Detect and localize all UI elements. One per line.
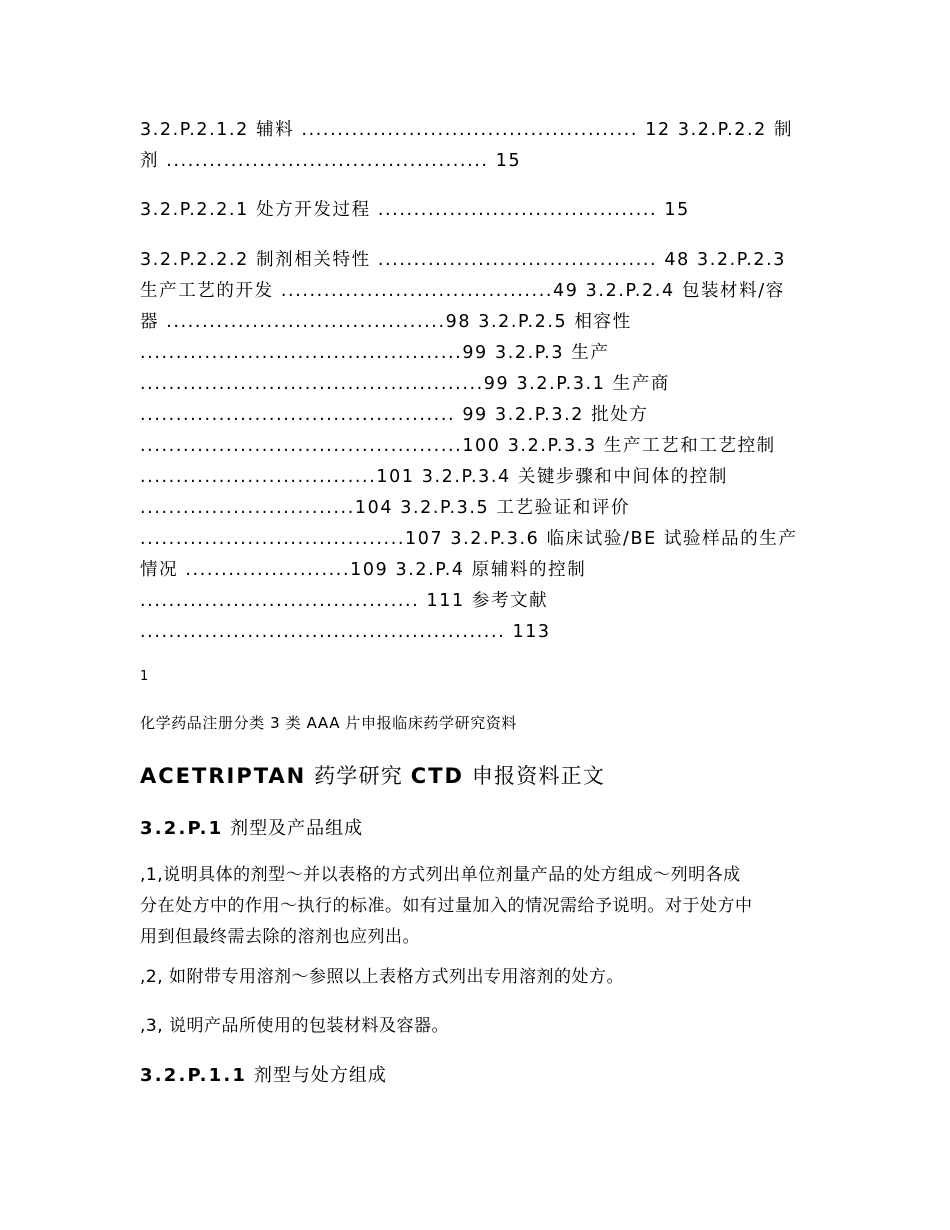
- paragraph-2: ,2, 如附带专用溶剂～参照以上表格方式列出专用溶剂的处方。: [140, 967, 625, 987]
- toc-line: .............................................99 3.2.P.3 生产: [140, 343, 610, 363]
- toc-line: .....................................107 3.2.P.3.6 临床试验/BE 试验样品的生产: [140, 529, 798, 549]
- paragraph-line: ,1,说明具体的剂型～并以表格的方式列出单位剂量产品的处方组成～列明各成: [140, 865, 741, 885]
- paragraph-line: 分在处方中的作用～执行的标准。如有过量加入的情况需给予说明。对于处方中: [140, 896, 753, 916]
- toc-entry-formulation-dev: [140, 195, 830, 226]
- toc-line: 3.2.P.2.1.2 辅料 ............................................... 12 3.2.P.2.2 制: [140, 120, 794, 140]
- section-title: 剂型及产品组成: [223, 818, 364, 839]
- section-heading-3-2-p-1: [140, 814, 363, 840]
- toc-line: .............................................100 3.2.P.3.3 生产工艺和工艺控制: [140, 436, 776, 456]
- toc-line: 剂 ............................................. 15: [140, 151, 522, 171]
- title-mid-text: 药学研究: [306, 764, 411, 788]
- title-suffix: 申报资料正文: [463, 764, 606, 788]
- toc-line: ................................................... 113: [140, 622, 551, 642]
- toc-line: ................................................99 3.2.P.3.1 生产商: [140, 374, 670, 394]
- section-number: 3.2.P.1: [140, 818, 224, 839]
- title-ctd: CTD: [410, 764, 464, 788]
- toc-line: 器 .......................................98 3.2.P.2.5 相容性: [140, 312, 632, 332]
- document-title: [140, 760, 605, 790]
- toc-line: ....................................... 111 参考文献: [140, 591, 549, 611]
- paragraph-3: ,3, 说明产品所使用的包装材料及容器。: [140, 1016, 450, 1036]
- toc-entry-excipients: [140, 115, 830, 177]
- title-product-name: ACETRIPTAN: [140, 764, 307, 788]
- page-number: 1: [140, 669, 149, 684]
- toc-line: .................................101 3.2.P.3.4 关键步骤和中间体的控制: [140, 467, 729, 487]
- toc-line: 3.2.P.2.2.1 处方开发过程 ....................................... 15: [140, 200, 690, 220]
- paragraph-1: [140, 860, 820, 953]
- toc-line: 3.2.P.2.2.2 制剂相关特性 ....................................... 48 3.2.P.2.3: [140, 250, 786, 270]
- section-number: 3.2.P.1.1: [140, 1065, 248, 1086]
- toc-entry-block: [140, 245, 830, 648]
- paragraph-line: 用到但最终需去除的溶剂也应列出。: [140, 927, 420, 947]
- toc-line: ..............................104 3.2.P.3.5 工艺验证和评价: [140, 498, 631, 518]
- section-title: 剂型与处方组成: [247, 1065, 387, 1086]
- running-title: 化学药品注册分类 3 类 AAA 片申报临床药学研究资料: [140, 714, 518, 732]
- section-heading-3-2-p-1-1: [140, 1061, 387, 1087]
- toc-line: 生产工艺的开发 ......................................49 3.2.P.2.4 包装材料/容: [140, 281, 785, 301]
- toc-line: 情况 .......................109 3.2.P.4 原辅料的控制: [140, 560, 587, 580]
- toc-line: ............................................ 99 3.2.P.3.2 批处方: [140, 405, 649, 425]
